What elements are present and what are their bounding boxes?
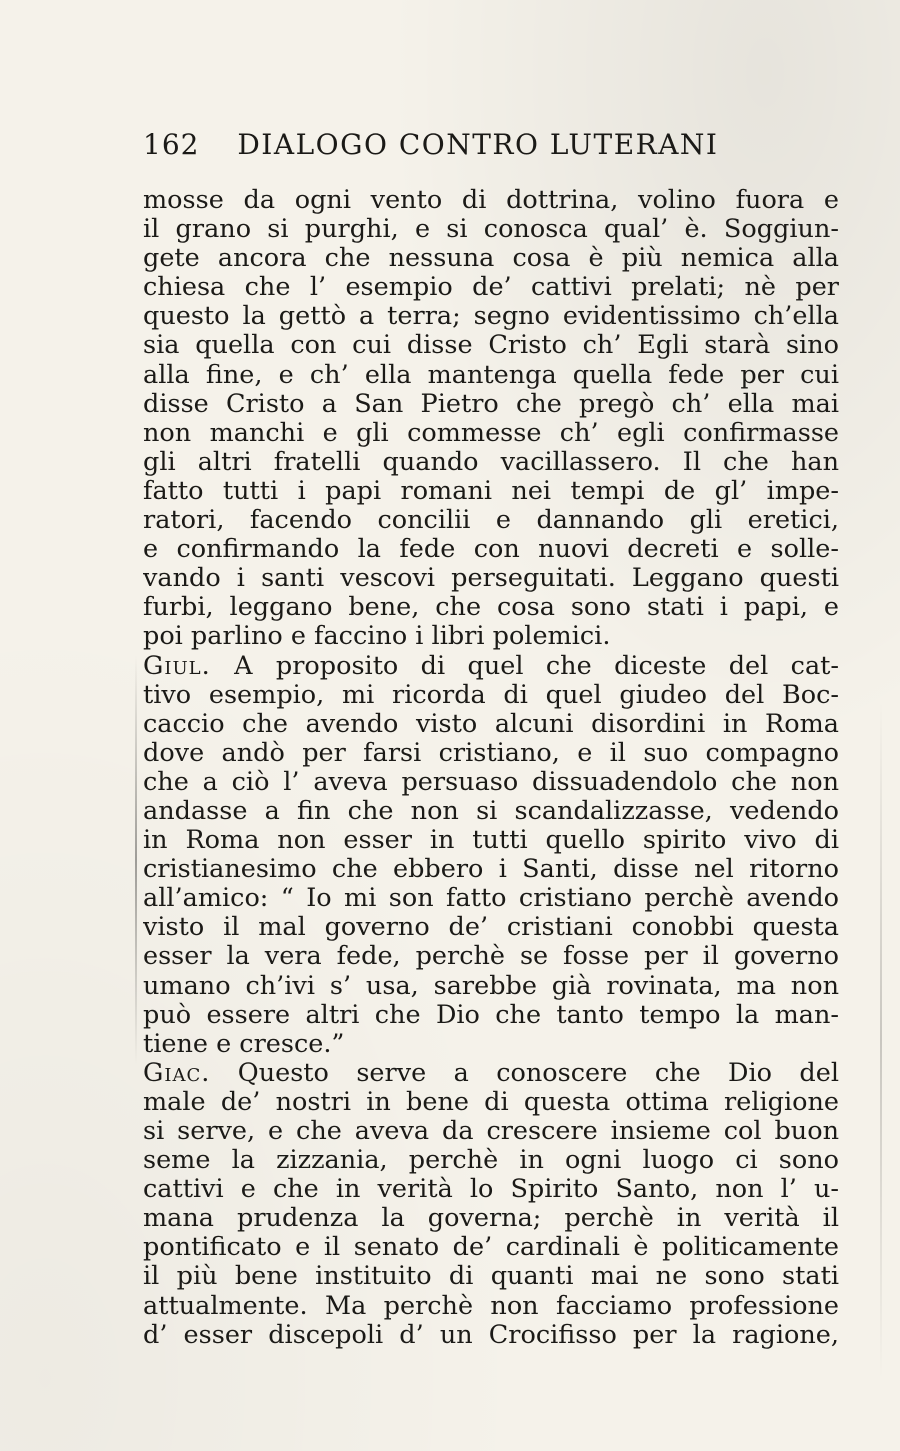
text-line: il grano si purghi, e si conosca qual’ è. Soggiun- [143,215,839,245]
text-line: e confirmando la fede con nuovi decreti e solle- [143,535,839,565]
speaker-line-text: Questo serve a conoscere che Dio del [237,1058,839,1088]
text-line: gete ancora che nessuna cosa è più nemica alla [143,244,839,274]
text-line: chiesa che l’ esempio de’ cattivi prelati; nè per [143,273,839,303]
text-line: disse Cristo a San Pietro che pregò ch’ ella mai [143,389,839,419]
speaker-giul: Giul. A [143,651,254,681]
page-gutter-shadow [135,655,137,1065]
text-line: il più bene instituito di quanti mai ne sono stati [143,1262,839,1292]
text-line: furbi, leggano bene, che cosa sono stati i papi, e [143,593,839,623]
text-line: ratori, facendo concilii e dannando gli eretici, [143,506,839,536]
text-line: tiene e cresce.” [143,1029,345,1059]
page-header [143,128,843,168]
text-line: visto il mal governo de’ cristiani conobbi questa [143,913,839,943]
running-title: DIALOGO CONTRO LUTERANI [237,128,719,161]
text-line: cristianesimo che ebbero i Santi, disse nel ritorno [143,855,839,885]
text-line: umano ch’ivi s’ usa, sarebbe già rovinata, ma non [143,971,839,1001]
text-line: all’amico: “ Io mi son fatto cristiano perchè avendo [143,884,839,914]
text-line: mana prudenza la governa; perchè in verità il [143,1204,839,1234]
text-line: andasse a fin che non si scandalizzasse, vedendo [143,796,839,826]
speaker-line [143,652,839,681]
text-line: che a ciò l’ aveva persuaso dissuadendolo che non [143,767,839,797]
page-edge-shadow [880,700,882,1380]
text-line: si serve, e che aveva da crescere insieme col buon [143,1117,839,1146]
page-number: 162 [143,128,200,161]
body-text [143,186,839,1350]
speaker-line [143,1059,839,1088]
text-line: in Roma non esser in tutti quello spirito vivo di [143,826,839,856]
text-line: può essere altri che Dio che tanto tempo la man- [143,1000,839,1030]
text-line: seme la zizzania, perchè in ogni luogo ci sono [143,1146,839,1176]
text-line: tivo esempio, mi ricorda di quel giudeo del Boc- [143,680,839,710]
speaker-giac: Giac. [143,1058,211,1088]
text-line: esser la vera fede, perchè se fosse per il governo [143,942,839,972]
text-line: cattivi e che in verità lo Spirito Santo, non l’ u- [143,1175,839,1205]
text-line: gli altri fratelli quando vacillassero. Il che han [143,447,839,477]
text-line: male de’ nostri in bene di questa ottima religione [143,1087,839,1117]
text-line: attualmente. Ma perchè non facciamo professione [143,1291,839,1321]
speaker-line-text: proposito di quel che diceste del cat- [275,651,839,681]
text-line: dove andò per farsi cristiano, e il suo compagno [143,738,839,768]
text-line: questo la gettò a terra; segno evidentissimo ch’ella [143,302,839,332]
text-line: pontificato e il senato de’ cardinali è politicamente [143,1233,839,1263]
text-line: alla fine, e ch’ ella mantenga quella fede per cui [143,360,839,390]
text-line: caccio che avendo visto alcuni disordini in Roma [143,709,839,739]
text-line: poi parlino e faccino i libri polemici. [143,622,611,652]
text-line: d’ esser discepoli d’ un Crocifisso per la ragione, [143,1320,839,1350]
text-line: vando i santi vescovi perseguitati. Leggano questi [143,564,839,594]
text-line: sia quella con cui disse Cristo ch’ Egli starà sino [143,331,839,361]
text-line: mosse da ogni vento di dottrina, volino fuora e [143,186,839,215]
text-line: non manchi e gli commesse ch’ egli confirmasse [143,418,839,448]
text-line: fatto tutti i papi romani nei tempi de gl’ impe- [143,476,839,506]
